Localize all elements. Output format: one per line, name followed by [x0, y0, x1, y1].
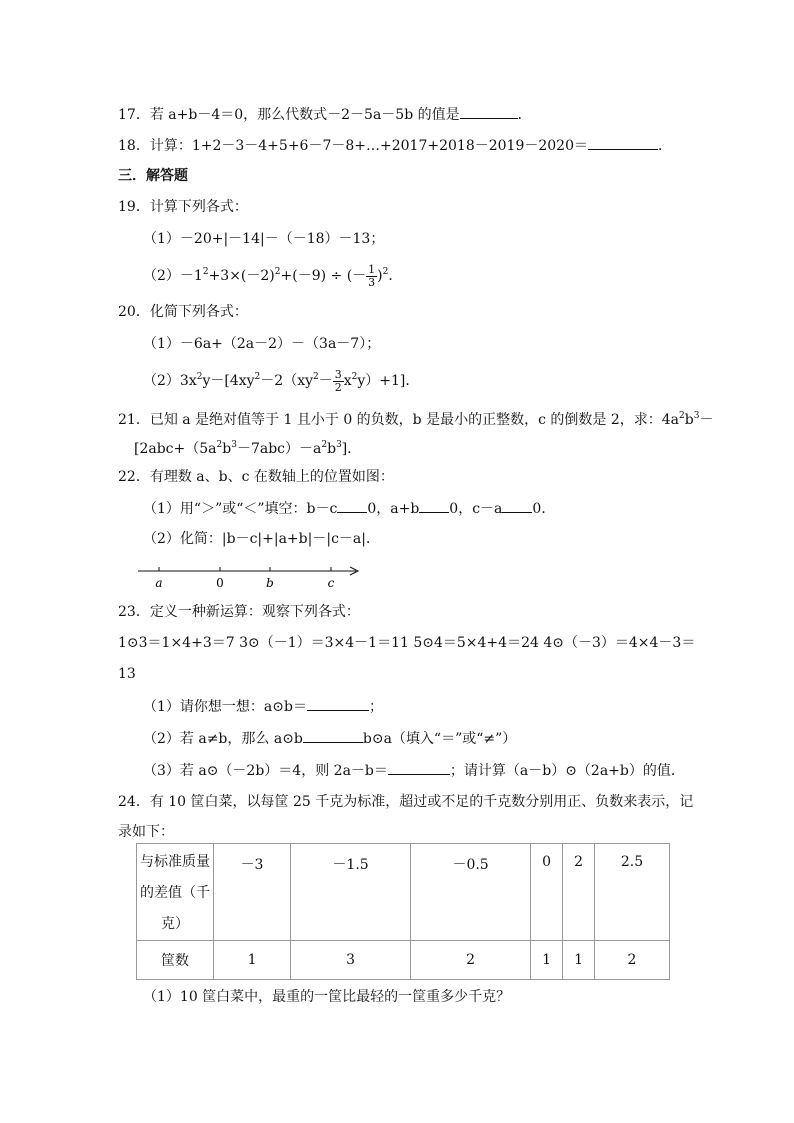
table-cell: －1.5 — [291, 844, 411, 941]
q20-p2-e: x — [343, 373, 352, 389]
question-17 — [118, 104, 532, 125]
q19-p2-b: +3×(－2) — [208, 268, 275, 284]
q23-title: 23．定义一种新运算：观察下列各式： — [118, 604, 360, 620]
table-cell: －0.5 — [411, 844, 531, 941]
table-cell: 1 — [563, 941, 595, 980]
q23-examples-cont: 13 — [118, 666, 136, 682]
q21-line2-exp-a: 2 — [216, 440, 223, 450]
q19-part2 — [143, 262, 402, 289]
q20-part1: （1）－6a+（2a－2）－（3a－7）； — [143, 336, 381, 352]
q24-line2: 录如下： — [118, 824, 174, 840]
q19-p2-e: ． — [388, 268, 403, 284]
q22-part2: （2）化简：|b－c|+|a+b|－|c－a|． — [143, 531, 380, 547]
q20-exp-d: 2 — [351, 372, 358, 382]
q17-number: 17． — [118, 107, 150, 123]
question-18 — [118, 135, 672, 156]
q21-line1 — [118, 406, 713, 430]
q19-p2-exp2: 2 — [274, 267, 281, 277]
q17-text: 若 a+b－4＝0，那么代数式－2－5a－5b 的值是 — [149, 107, 460, 123]
q21-line2 — [134, 435, 361, 459]
q22-p1-a: （1）用“＞”或“＜”填空：b－c — [143, 501, 338, 517]
q21-line2-d: b — [327, 441, 337, 457]
q20-frac-num: 3 — [334, 367, 342, 381]
q23-p3-a: （3）若 a⊙（－2b）＝4，则 2a－b＝ — [143, 763, 388, 779]
table-cell: 3 — [291, 941, 411, 980]
q18-answer-blank[interactable] — [588, 135, 658, 150]
section-heading: 三．解答题 — [118, 168, 188, 184]
q23-part2 — [143, 728, 516, 749]
q21-line2-b: b — [222, 441, 232, 457]
q23-p1-b: ； — [368, 699, 383, 715]
q20-p2-d: － — [318, 373, 333, 389]
q21-line1-text: 21．已知 a 是绝对值等于 1 且小于 0 的负数，b 是最小的正整数，c 的倒数是 2，求：4a — [118, 412, 679, 428]
q23-p3-b: ；请计算（a－b）⊙（2a+b）的值． — [449, 763, 685, 779]
q18-text: 计算：1+2－3－4+5+6－7－8+…+2017+2018－2019－2020＝ — [149, 138, 588, 154]
q23-part3 — [143, 760, 685, 781]
table-row-diff — [137, 844, 670, 941]
q20-exp-c: 2 — [313, 372, 319, 382]
q20-title: 20．化简下列各式： — [118, 304, 248, 320]
q19-p2-d: ) — [377, 268, 383, 284]
q17-answer-blank[interactable] — [460, 104, 518, 119]
cabbage-table — [136, 843, 670, 980]
q21-line2-exp-d: 3 — [336, 440, 342, 450]
q21-line2-c: －7abc）－a — [236, 441, 322, 457]
label-b: b — [266, 576, 274, 590]
table-cell: 0 — [531, 844, 563, 941]
q21-line1-b: b — [684, 412, 694, 428]
q22-blank-1[interactable] — [337, 498, 367, 513]
table-cell: 2 — [411, 941, 531, 980]
q21-line1-end: － — [699, 412, 714, 428]
q21-line2-exp-c: 2 — [321, 440, 328, 450]
q22-part1 — [143, 498, 555, 519]
q20-fraction — [333, 369, 344, 394]
q22-p1-b: 0，a+b — [367, 501, 420, 517]
table-cell: 1 — [531, 941, 563, 980]
table-cell: 2 — [595, 941, 670, 980]
q21-line2-exp-b: 3 — [231, 440, 237, 450]
q19-part1: （1）－20+|－14|－（－18）－13； — [143, 231, 385, 247]
header-line-3: 克） — [161, 916, 189, 932]
q20-part2 — [143, 367, 419, 394]
q22-blank-2[interactable] — [419, 498, 449, 513]
table-header-diff — [137, 844, 214, 941]
table-header-count: 筐数 — [137, 941, 214, 980]
q20-p2-a: （2）3x — [143, 373, 197, 389]
q23-blank-3[interactable] — [388, 760, 450, 775]
q20-p2-b: y－[4xy — [202, 373, 255, 389]
q23-blank-2[interactable] — [303, 728, 363, 743]
q18-end: ． — [657, 138, 672, 154]
q21-line1-exp3: 3 — [693, 411, 700, 421]
q20-exp-a: 2 — [196, 372, 203, 382]
q22-title: 22．有理数 a、b、c 在数轴上的位置如图： — [118, 469, 394, 485]
q21-line1-exp: 2 — [679, 411, 685, 421]
table-cell: 2.5 — [595, 844, 670, 941]
q22-blank-3[interactable] — [502, 498, 532, 513]
q23-part1 — [143, 696, 383, 717]
header-line-2: 的差值（千 — [140, 885, 210, 901]
q20-exp-b: 2 — [254, 372, 261, 382]
q19-p2-exp1: 2 — [202, 267, 209, 277]
q17-end: ． — [517, 107, 532, 123]
q24-part1: （1）10 筐白菜中，最重的一筐比最轻的一筐重多少千克？ — [143, 989, 511, 1005]
q22-p1-c: 0，c－a — [449, 501, 503, 517]
q18-number: 18． — [118, 138, 150, 154]
number-line — [130, 560, 370, 592]
q20-p2-f: y）+1]． — [357, 373, 420, 389]
q19-p2-c: +(－9) ÷ (－ — [280, 268, 367, 284]
table-cell: 1 — [214, 941, 291, 980]
q21-line2-a: [2abc+（5a — [134, 441, 217, 457]
label-0: 0 — [216, 576, 224, 590]
table-cell: －3 — [214, 844, 291, 941]
q23-p1-a: （1）请你想一想：a⊙b＝ — [143, 699, 307, 715]
header-line-1: 与标准质量 — [140, 854, 210, 870]
q19-fraction — [366, 264, 377, 289]
q19-title: 19．计算下列各式： — [118, 199, 248, 215]
q23-p2-b: b⊙a（填入“＝”或“≠”） — [362, 731, 517, 747]
q23-p2-a: （2）若 a≠b，那么 a⊙b — [143, 731, 303, 747]
q19-p2-a: （2）－1 — [143, 268, 203, 284]
q21-line2-e: ]． — [341, 441, 362, 457]
q19-frac-num: 1 — [368, 262, 376, 276]
q20-p2-c: －2（xy — [260, 373, 313, 389]
q23-examples: 1⊙3＝1×4+3＝7 3⊙（－1）＝3×4－1＝11 5⊙4＝5×4+4＝24 4⊙（－3）＝4×4－3＝ — [118, 635, 696, 651]
label-a: a — [155, 576, 163, 590]
q19-p2-exp3: 2 — [382, 267, 389, 277]
q19-frac-den: 3 — [368, 275, 376, 289]
table-cell: 2 — [563, 844, 595, 941]
q20-frac-den: 2 — [334, 380, 342, 394]
q22-p1-d: 0． — [532, 501, 556, 517]
table-row-count — [137, 941, 670, 980]
label-c: c — [327, 576, 335, 590]
q24-line1: 24．有 10 筐白菜，以每筐 25 千克为标准，超过或不足的千克数分别用正、负数来表示，记 — [118, 794, 694, 810]
q23-blank-1[interactable] — [307, 696, 369, 711]
